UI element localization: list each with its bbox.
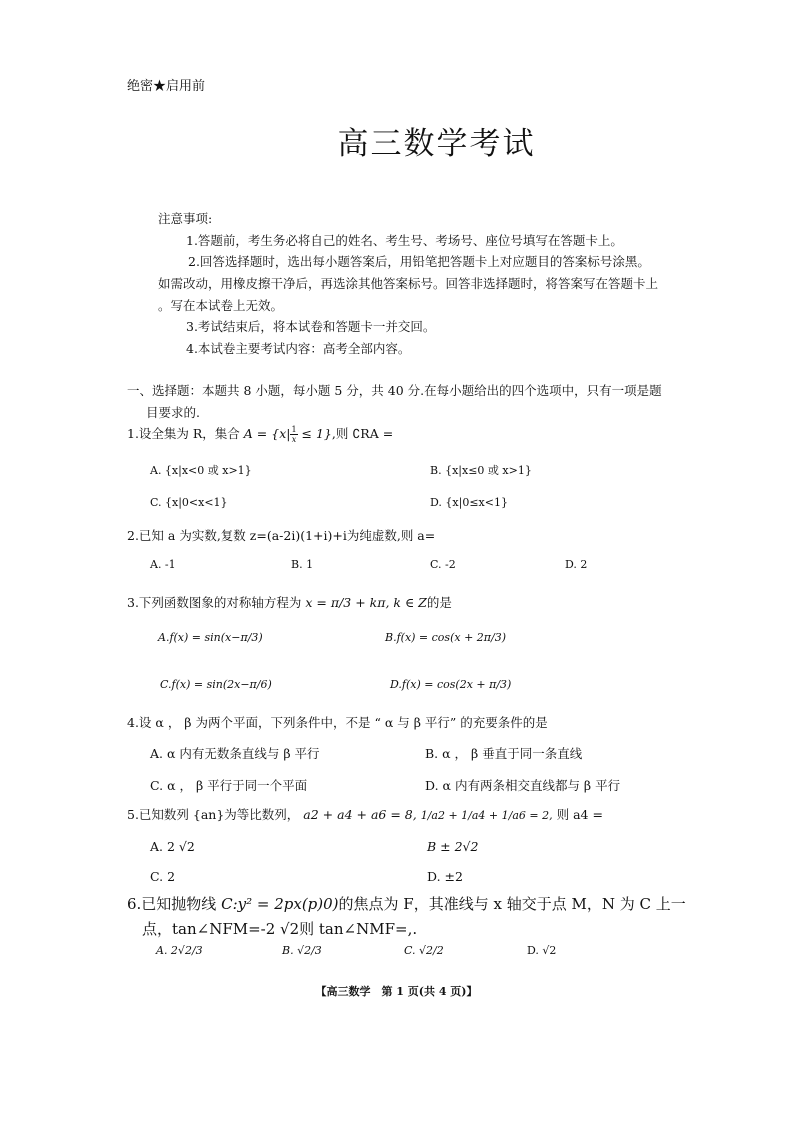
q1-option-d: D. {x|0≤x<1} (430, 496, 508, 509)
q1-option-a: A. {x|x<0 或 x>1} (150, 464, 252, 477)
q6-option-d: D. √2 (527, 944, 557, 957)
q5-stem-math1: a2 + a4 + a6 = 8, (303, 807, 417, 822)
question-6-stem (127, 893, 686, 914)
q6-option-c: C. √2/2 (404, 944, 444, 957)
q6-option-a: A. 2√2/3 (156, 944, 203, 957)
q4-option-a: A. α 内有无数条直线与 β 平行 (150, 746, 320, 761)
q2-option-c: C. -2 (430, 558, 456, 571)
q6-stem-prefix: 6.已知抛物线 (127, 895, 222, 913)
q3-stem-math: x = π/3 + kπ, k ∈ Z (305, 595, 427, 610)
q3-option-c: C.f(x) = sin(2x−π/6) (160, 678, 272, 691)
q3-stem-suffix: 的是 (426, 595, 452, 610)
notice-item-1: 1.答题前，考生务必将自己的姓名、考生号、考场号、座位号填写在答题卡上。 (186, 233, 623, 248)
q6-option-b: B. √2/3 (282, 944, 322, 957)
question-6-stem-cont: 点，tan∠NFM=-2 √2则 tan∠NMF=,. (142, 920, 418, 938)
q5-stem-suffix: 则 a4 = (556, 807, 603, 822)
notice-item-4: 4.本试卷主要考试内容：高考全部内容。 (186, 341, 411, 356)
question-1-stem (127, 424, 393, 444)
q1-frac-num: 1 (291, 425, 297, 434)
q2-option-b: B. 1 (291, 558, 314, 571)
q1-set-close: ≤ 1} (297, 426, 332, 441)
exam-title: 高三数学考试 (337, 126, 536, 162)
q3-option-b: B.f(x) = cos(x + 2π/3) (385, 631, 507, 644)
q5-option-a: A. 2 √2 (150, 839, 195, 854)
question-2-stem: 2.已知 a 为实数,复数 z=(a-2i)(1+i)+i为纯虚数,则 a= (127, 528, 436, 543)
q4-option-c: C. α ， β 平行于同一个平面 (150, 778, 308, 793)
confidential-label: 绝密★启用前 (127, 79, 206, 94)
q1-set-open: A = {x| (243, 426, 291, 441)
q5-stem-math2: 1/a2 + 1/a4 + 1/a6 = 2, (420, 809, 553, 822)
notice-item-2-end: 。写在本试卷上无效。 (158, 298, 284, 313)
q3-option-a: A.f(x) = sin(x−π/3) (158, 631, 263, 644)
section-heading: 一、选择题：本题共 8 小题，每小题 5 分，共 40 分.在每小题给出的四个选项中，只有一项是题 (127, 383, 662, 398)
q1-option-b: B. {x|x≤0 或 x>1} (430, 464, 532, 477)
question-4-stem: 4.设 α ， β 为两个平面，下列条件中，不是 “ α 与 β 平行” 的充要条件的是 (127, 715, 548, 730)
q5-option-b: B ± 2√2 (427, 839, 479, 854)
notice-item-2-cont: 如需改动，用橡皮擦干净后，再选涂其他答案标号。回答非选择题时，将答案写在答题卡上 (158, 276, 659, 291)
q5-option-d: D. ±2 (427, 869, 463, 884)
q5-stem-prefix: 5.已知数列 {an}为等比数列， (127, 807, 300, 822)
notice-heading: 注意事项: (158, 211, 213, 226)
notice-item-2: 2.回答选择题时，选出每小题答案后，用铅笔把答题卡上对应题目的答案标号涂黑。 (188, 254, 650, 269)
q4-option-d: D. α 内有两条相交直线都与 β 平行 (425, 778, 621, 793)
q6-stem-math: C:y² = 2px(p)0) (221, 895, 339, 913)
q1-stem-prefix: 1.设全集为 R，集合 (127, 426, 244, 441)
q4-option-b: B. α ， β 垂直于同一条直线 (425, 746, 583, 761)
q1-frac-den: x (291, 435, 297, 444)
question-3-stem (127, 593, 452, 611)
q1-stem-suffix: ,则 ∁RA = (331, 426, 394, 441)
page-footer: 【高三数学 第 1 页(共 4 页)】 (315, 985, 478, 998)
notice-item-3: 3.考试结束后，将本试卷和答题卡一并交回。 (186, 319, 436, 334)
q3-option-d: D.f(x) = cos(2x + π/3) (390, 678, 512, 691)
q6-stem-suffix: 的焦点为 F，其准线与 x 轴交于点 M，N 为 C 上一 (338, 895, 686, 913)
q5-option-c: C. 2 (150, 869, 176, 884)
q1-fraction (290, 425, 297, 444)
question-5-stem (127, 805, 603, 823)
q1-option-c: C. {x|0<x<1} (150, 496, 228, 509)
q2-option-d: D. 2 (565, 558, 588, 571)
q3-stem-prefix: 3.下列函数图象的对称轴方程为 (127, 595, 306, 610)
section-heading-cont: 目要求的. (146, 405, 200, 420)
q2-option-a: A. -1 (150, 558, 176, 571)
